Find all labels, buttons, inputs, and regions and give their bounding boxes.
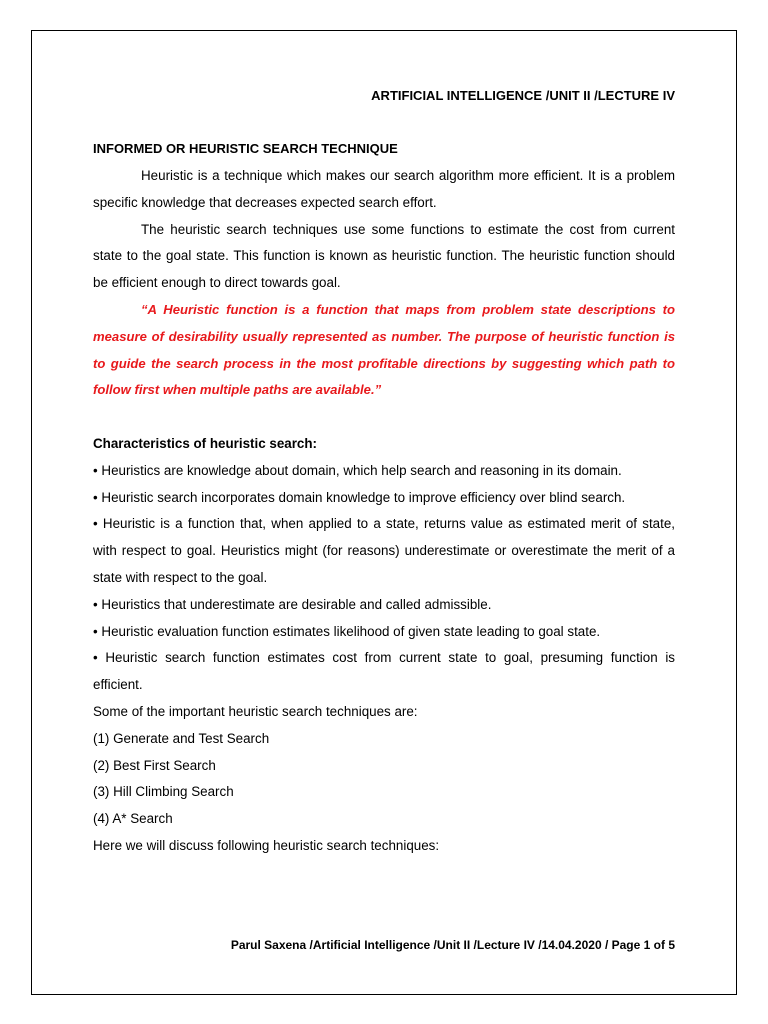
paragraph-heuristic-function: The heuristic search techniques use some functions to estimate the cost from current state to the goal state. This function is known as heuristic function. The heuristic function should be efficient enough to direct towards goal. — [93, 221, 675, 291]
technique-item: (4) A* Search — [93, 811, 173, 827]
technique-item: (2) Best First Search — [93, 757, 216, 773]
bullet-item: • Heuristic search function estimates cost from current state to goal, presuming function is efficient. — [93, 650, 675, 693]
bullet-item: • Heuristic is a function that, when applied to a state, returns value as estimated merit of state, with respect to goal. Heuristics might (for reasons) underestimate or overestimate the merit of a state with respect to the goal. — [93, 516, 675, 585]
bullet-item: • Heuristics that underestimate are desirable and called admissible. — [93, 596, 492, 612]
techniques-closing: Here we will discuss following heuristic search techniques: — [93, 837, 440, 853]
techniques-intro: Some of the important heuristic search techniques are: — [93, 703, 418, 719]
spacer — [93, 404, 675, 431]
section-heading: INFORMED OR HEURISTIC SEARCH TECHNIQUE — [93, 141, 398, 156]
bullet-item: • Heuristic search incorporates domain knowledge to improve efficiency over blind search. — [93, 489, 626, 505]
highlighted-quote: “A Heuristic function is a function that maps from problem state descriptions to measure of desirability usually represented as number. The purpose of heuristic function is to guide the search process in the most profitable directions by suggesting which path to follow first when multiple paths are available.” — [93, 301, 675, 398]
document-body — [93, 163, 675, 860]
paragraph-heuristic-definition: Heuristic is a technique which makes our search algorithm more efficient. It is a problem specific knowledge that decreases expected search effort. — [93, 168, 675, 210]
bullet-item: • Heuristics are knowledge about domain, which help search and reasoning in its domain. — [93, 462, 622, 478]
page-footer: Parul Saxena /Artificial Intelligence /Unit II /Lecture IV /14.04.2020 / Page 1 of 5 — [230, 938, 675, 952]
document-header-title: ARTIFICIAL INTELLIGENCE /UNIT II /LECTURE IV — [371, 88, 675, 103]
technique-item: (1) Generate and Test Search — [93, 730, 270, 746]
bullet-item: • Heuristic evaluation function estimates likelihood of given state leading to goal state. — [93, 623, 601, 639]
characteristics-heading: Characteristics of heuristic search: — [93, 435, 318, 451]
technique-item: (3) Hill Climbing Search — [93, 784, 234, 800]
